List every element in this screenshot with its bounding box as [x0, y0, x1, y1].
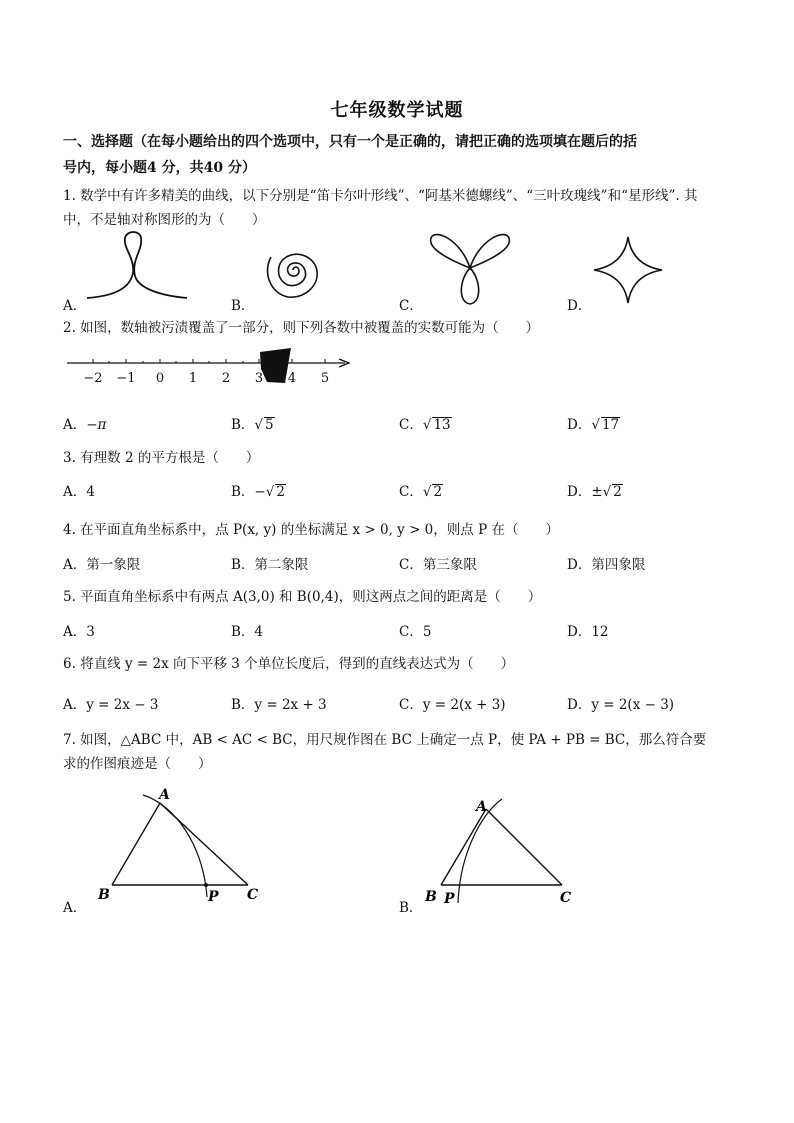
- q1-stem-line1: 1. 数学中有许多精美的曲线，以下分别是“笛卡尔叶形线”、“阿基米德螺线”、“三叶玫瑰线”和“星形线”. 其: [63, 188, 698, 204]
- descartes-folium-figure: [85, 228, 195, 303]
- q7-stem-line1: 7. 如图，△ABC 中，AB < AC < BC，用尺规作图在 BC 上确定一点 P，使 PA + PB = BC，那么符合要: [63, 732, 707, 748]
- vertex-label-a: A: [159, 787, 170, 803]
- q7-stem-line2: 求的作图痕迹是（ ）: [63, 756, 212, 772]
- tick-label: −1: [116, 371, 136, 386]
- vertex-label-c: C: [560, 890, 572, 906]
- section-heading-line2: 号内，每小题4 分，共40 分）: [63, 160, 256, 176]
- q3-option-d[interactable]: D．±√ 2: [567, 484, 622, 500]
- number-line-figure: [63, 345, 358, 390]
- archimedes-spiral-figure: [255, 235, 335, 305]
- tick-label: 4: [287, 371, 297, 386]
- q1-option-c[interactable]: C．: [399, 298, 423, 314]
- q7-option-a[interactable]: A．: [63, 900, 87, 916]
- point-label-p: P: [208, 889, 219, 905]
- q6-option-a[interactable]: A．y = 2x − 3: [63, 697, 159, 713]
- q1-option-d[interactable]: D．: [567, 298, 592, 314]
- q2-option-a[interactable]: A．−π: [63, 417, 107, 433]
- q2-option-b[interactable]: B．√ 5: [231, 417, 274, 433]
- q2-stem: 2. 如图，数轴被污渍覆盖了一部分，则下列各数中被覆盖的实数可能为（ ）: [63, 320, 540, 336]
- q7-figure-a: [95, 785, 270, 910]
- ink-blot: [260, 348, 291, 383]
- tick-label: 0: [155, 371, 165, 386]
- q5-stem: 5. 平面直角坐标系中有两点 A(3,0) 和 B(0,4)，则这两点之间的距离是（ ）: [63, 589, 542, 605]
- q4-option-b[interactable]: B．第二象限: [231, 557, 309, 573]
- q5-option-c[interactable]: C．5: [399, 624, 432, 640]
- section-heading-line1: 一、选择题（在每小题给出的四个选项中，只有一个是正确的，请把正确的选项填在题后的括: [63, 134, 637, 150]
- q3-option-c[interactable]: C．√ 2: [399, 484, 443, 500]
- q2-option-c[interactable]: C．√ 13: [399, 417, 451, 433]
- q7-option-b[interactable]: B．: [399, 900, 423, 916]
- q7-figure-b: [420, 795, 580, 910]
- q3-option-b[interactable]: B．−√ 2: [231, 484, 285, 500]
- q1-option-b[interactable]: B．: [231, 298, 255, 314]
- tick-label: 2: [221, 371, 231, 386]
- q4-stem: 4. 在平面直角坐标系中，点 P(x, y) 的坐标满足 x > 0, y > 0，则点 P 在（ ）: [63, 522, 559, 538]
- point-label-p: P: [444, 891, 455, 907]
- vertex-label-b: B: [425, 889, 437, 905]
- q3-option-a[interactable]: A．4: [63, 484, 95, 500]
- tick-label: 3: [254, 371, 264, 386]
- q4-option-c[interactable]: C．第三象限: [399, 557, 477, 573]
- vertex-label-b: B: [98, 887, 110, 903]
- q6-option-c[interactable]: C．y = 2(x + 3): [399, 697, 506, 713]
- q6-stem: 6. 将直线 y = 2x 向下平移 3 个单位长度后，得到的直线表达式为（ ）: [63, 656, 515, 672]
- page-title: 七年级数学试题: [330, 100, 464, 121]
- q2-option-d[interactable]: D．√ 17: [567, 417, 620, 433]
- q5-option-d[interactable]: D．12: [567, 624, 609, 640]
- three-leaf-rose-figure: [425, 230, 515, 310]
- vertex-label-a: A: [476, 799, 487, 815]
- q3-stem: 3. 有理数 2 的平方根是（ ）: [63, 450, 260, 466]
- tick-label: 5: [320, 371, 330, 386]
- tick-label: 1: [188, 371, 198, 386]
- q1-option-a[interactable]: A．: [63, 298, 87, 314]
- q4-option-d[interactable]: D．第四象限: [567, 557, 646, 573]
- vertex-label-c: C: [247, 887, 259, 903]
- q5-option-b[interactable]: B．4: [231, 624, 264, 640]
- q1-stem-line2: 中，不是轴对称图形的为（ ）: [63, 212, 266, 228]
- tick-label: −2: [83, 371, 103, 386]
- q5-option-a[interactable]: A．3: [63, 624, 95, 640]
- astroid-figure: [592, 235, 664, 305]
- q4-option-a[interactable]: A．第一象限: [63, 557, 141, 573]
- q6-option-b[interactable]: B．y = 2x + 3: [231, 697, 327, 713]
- q6-option-d[interactable]: D．y = 2(x − 3): [567, 697, 675, 713]
